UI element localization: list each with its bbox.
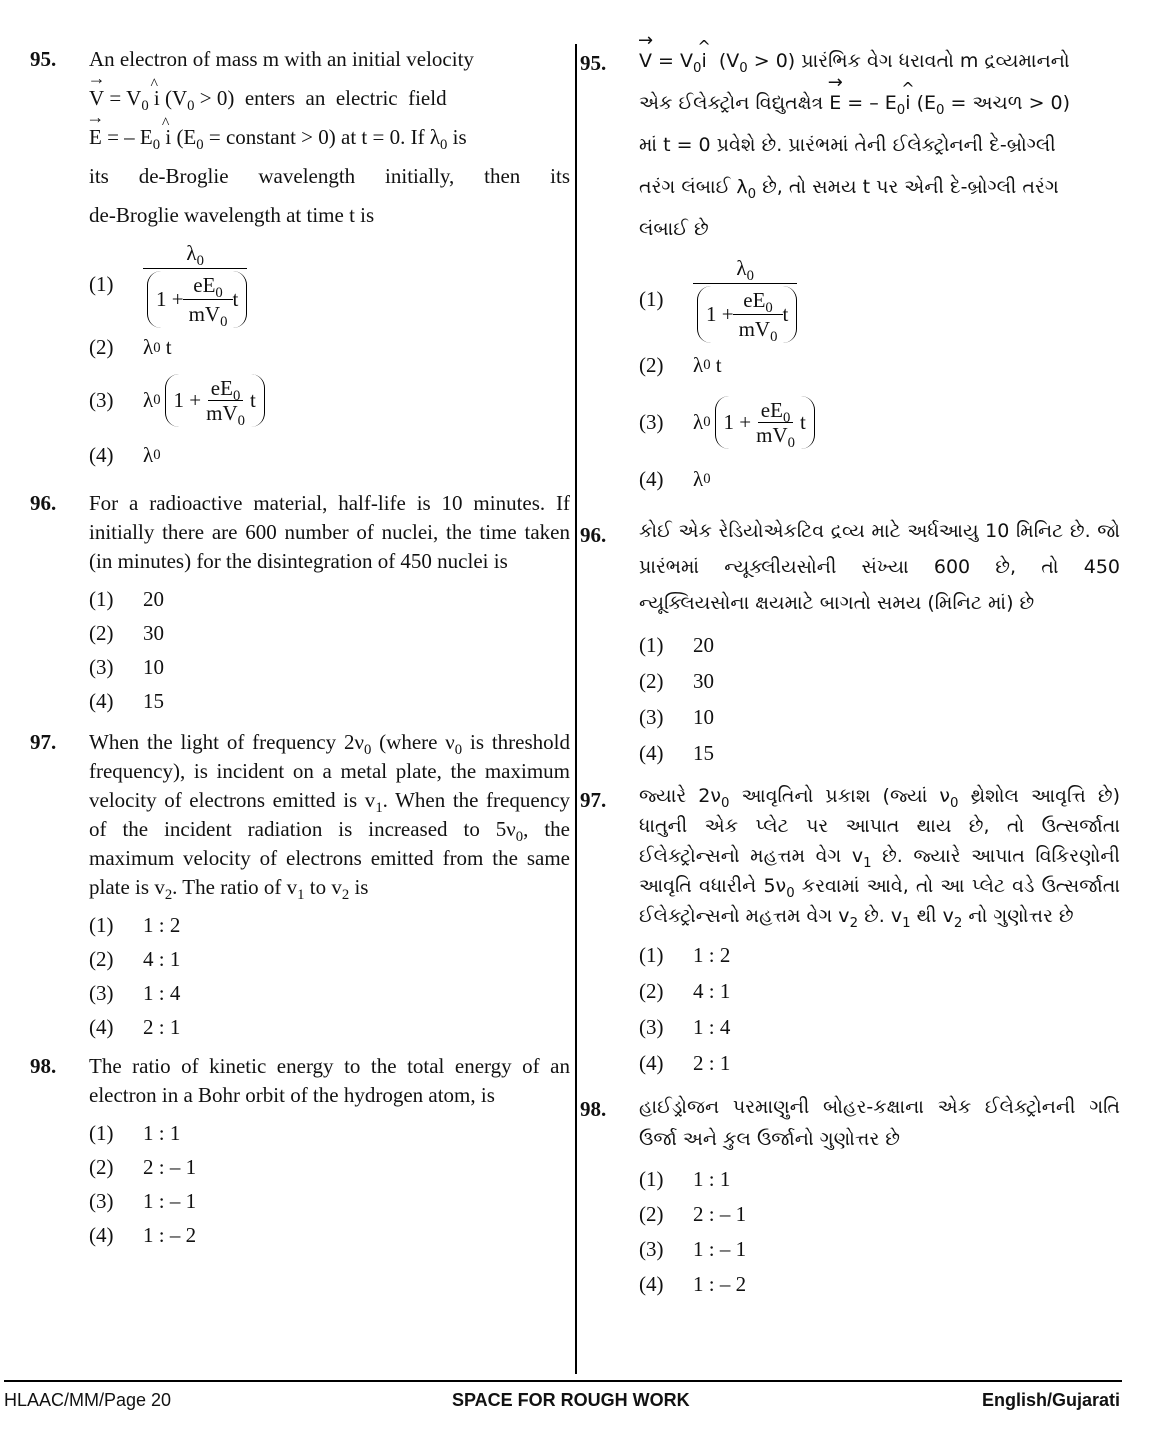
- question-number: 95.: [30, 47, 57, 71]
- inner-denominator: [186, 300, 231, 331]
- stem-text: When the light of frequency 2ν: [89, 730, 364, 755]
- option-number: (2): [639, 979, 664, 1004]
- option-1[interactable]: [639, 937, 1120, 973]
- question-stem: For a radioactive material, half-life is 10 minutes. If initially there are 600 number of nuclei, the time taken (in minutes) for the disintegration of 450 nuclei is: [89, 491, 570, 574]
- question-98-gu: [580, 1091, 1120, 1301]
- subscript: 0: [454, 742, 463, 759]
- option-number: (4): [89, 1222, 114, 1247]
- option-number: (2): [639, 352, 664, 377]
- option-4[interactable]: [89, 1010, 570, 1044]
- fraction-numerator: [693, 256, 797, 284]
- subscript: 1: [902, 916, 911, 932]
- option-value: 1 : – 2: [693, 1271, 747, 1296]
- text: t: [782, 302, 789, 327]
- option-4[interactable]: [639, 1045, 1120, 1081]
- fraction-denominator: [143, 269, 247, 331]
- option-3[interactable]: [639, 699, 1120, 735]
- option-1[interactable]: [89, 1116, 570, 1150]
- stem-text: તરંગ લંબાઈ λ: [639, 176, 748, 198]
- subscript: 0: [237, 413, 245, 430]
- stem-text: . When the frequency of the incident radiation is increased to 5ν: [89, 788, 571, 842]
- subscript: 0: [215, 285, 223, 302]
- option-number: (4): [639, 1271, 664, 1296]
- option-1[interactable]: [89, 241, 570, 331]
- subscript: 1: [375, 800, 383, 817]
- text: mV: [188, 302, 221, 327]
- text: t: [160, 335, 172, 360]
- stem-line: લંબાઈ છે: [639, 218, 709, 240]
- text: t: [799, 409, 806, 434]
- option-3[interactable]: [89, 976, 570, 1010]
- stem-line: [639, 82, 1120, 124]
- option-value: 2 : 1: [143, 1014, 181, 1039]
- text: 1 +: [156, 287, 184, 312]
- unit-vector: ^ i: [905, 82, 910, 124]
- inner-numerator: [208, 375, 244, 405]
- stem-text: to v: [304, 875, 342, 900]
- gujarati-column: [580, 40, 1120, 1305]
- option-value: 1 : – 1: [693, 1236, 747, 1261]
- inner-denominator: [753, 422, 798, 452]
- option-value: 20: [143, 586, 164, 611]
- subscript: 0: [363, 742, 372, 759]
- stem-text: નો ગુણોત્તર છે: [962, 905, 1074, 928]
- question-number: 95.: [580, 51, 607, 75]
- lambda: λ: [736, 256, 747, 280]
- option-value: 10: [143, 654, 164, 679]
- page-code: HLAAC/MM/Page 20: [4, 1390, 172, 1410]
- option-value: 1 : 2: [143, 912, 181, 937]
- text: mV: [756, 422, 788, 447]
- subscript: 0: [782, 410, 791, 427]
- question-96-en: [30, 489, 570, 718]
- subscript: 0: [770, 329, 778, 346]
- column-divider: [575, 44, 577, 1374]
- text: 1 +: [706, 302, 734, 327]
- subscript: 0: [765, 300, 773, 317]
- field-vector: → E: [89, 118, 102, 157]
- option-2[interactable]: [89, 616, 570, 650]
- subscript: 1: [863, 856, 872, 872]
- inner-denominator: [203, 400, 248, 430]
- option-value: λ 0 t: [143, 328, 172, 367]
- option-number: (3): [639, 705, 664, 730]
- stem-text: થી v: [910, 905, 954, 928]
- option-fraction: [693, 256, 797, 346]
- lambda: λ: [143, 387, 154, 412]
- text: eE: [743, 288, 766, 313]
- option-number: (3): [89, 654, 114, 679]
- subscript: 0: [721, 796, 730, 812]
- text: eE: [210, 375, 233, 400]
- option-value: 1 : 2: [693, 943, 731, 968]
- option-value: λ 0 t: [693, 346, 722, 385]
- text: 1 +: [173, 387, 202, 412]
- option-value: 1 : 1: [693, 1166, 731, 1191]
- stem-line: [639, 166, 1120, 208]
- option-value: 20: [693, 633, 714, 658]
- option-3[interactable]: [89, 1184, 570, 1218]
- options: [89, 908, 570, 1044]
- stem-text: જ્યારે 2ν: [639, 785, 721, 808]
- option-fraction: [143, 241, 247, 331]
- option-value: 30: [693, 669, 714, 694]
- question-stem: [639, 781, 1120, 931]
- subscript: 0: [220, 314, 228, 331]
- question-stem: કોઈ એક રેડિયોએકટિવ દ્રવ્ય માટે અર્ધઆયુ 10 મિનિટ છે. જો પ્રારંભમાં ન્યૂક્લીયસોની સંખ્યા 600 છે, તો 450 ન્યૂક્લિયસોના ક્ષયમાટે બાગતો સમય (મિનિટ માં) છે: [639, 520, 1120, 615]
- option-value: 1 : – 1: [143, 1188, 197, 1213]
- options: [639, 937, 1120, 1081]
- option-3[interactable]: [639, 1231, 1120, 1266]
- unit-vector: ^ i: [160, 118, 171, 157]
- option-number: (4): [639, 1051, 664, 1076]
- option-value: λ 0: [143, 436, 161, 475]
- option-number: (3): [639, 1236, 664, 1261]
- option-4[interactable]: [89, 684, 570, 718]
- stem-line: [89, 118, 570, 157]
- stem-text: એક ઈલેક્ટ્રોન વિદ્યુતક્ષેત્ર: [639, 92, 830, 114]
- option-number: (3): [89, 1188, 114, 1213]
- option-value: 1 : 1: [143, 1120, 181, 1145]
- option-1[interactable]: [639, 1161, 1120, 1196]
- stem-text: છે. જ્યારે આપાત વિકિરણોની આવૃતિ વધારીને 5ν: [639, 845, 1120, 898]
- lambda: λ: [693, 466, 704, 491]
- subscript: 0: [747, 186, 757, 202]
- question-stem: [639, 40, 1120, 250]
- parenthesis: [165, 374, 265, 430]
- option-2[interactable]: [89, 942, 570, 976]
- option-number: (4): [639, 741, 664, 766]
- option-number: (1): [89, 586, 114, 611]
- inner-denominator: [736, 315, 781, 346]
- option-number: (3): [89, 387, 114, 412]
- options: [639, 1161, 1120, 1301]
- unit-vector: ^ i: [701, 40, 706, 82]
- options: [89, 582, 570, 718]
- option-number: (1): [639, 943, 664, 968]
- inner-numerator: [758, 397, 794, 427]
- stem-text: > 0) પ્રારંભિક વેગ ધરાવતો m દ્રવ્યમાનનો: [747, 50, 1070, 72]
- lambda: λ: [143, 335, 154, 360]
- option-number: (2): [639, 1201, 664, 1226]
- velocity-vector: → V: [639, 40, 652, 82]
- subscript: 0: [786, 886, 795, 902]
- text: eE: [760, 397, 783, 422]
- option-2[interactable]: [639, 663, 1120, 699]
- option-value: 15: [693, 741, 714, 766]
- subscript: 2: [953, 916, 963, 932]
- inner-fraction: [186, 273, 231, 331]
- option-number: (3): [639, 1015, 664, 1040]
- question-95-en: [30, 40, 570, 477]
- option-number: (1): [89, 1120, 114, 1145]
- option-2[interactable]: [89, 1150, 570, 1184]
- option-number: (1): [89, 272, 114, 297]
- subscript: 0: [787, 435, 795, 452]
- stem-text: > 0) enters an electric field: [194, 86, 447, 110]
- fraction-numerator: [143, 241, 247, 269]
- stem-text: (E: [910, 92, 937, 114]
- velocity-vector: → V: [89, 79, 104, 118]
- option-3[interactable]: [639, 1009, 1120, 1045]
- subscript: 0: [515, 829, 524, 846]
- lambda: λ: [186, 241, 197, 265]
- option-number: (2): [89, 1154, 114, 1179]
- question-98-en: [30, 1052, 570, 1252]
- question-97-en: [30, 728, 570, 1044]
- stem-text: = V: [104, 86, 142, 110]
- option-number: (4): [639, 466, 664, 491]
- fraction-denominator: [693, 284, 797, 346]
- subscript: 2: [341, 887, 350, 904]
- text: mV: [738, 317, 771, 342]
- option-1[interactable]: [639, 627, 1120, 663]
- option-value: λ 0 1 + $\frac{eE_0}{mV_0}$ t: [693, 396, 815, 449]
- subscript: 0: [141, 98, 149, 115]
- subscript: 0: [196, 253, 204, 270]
- stem-text: is: [447, 125, 467, 149]
- stem-text: છે, તો સમય t પર એની દે-બ્રોગ્લી તરંગ: [756, 176, 1059, 198]
- option-value: 1 : – 2: [143, 1222, 197, 1247]
- lambda: λ: [693, 409, 704, 434]
- option-number: (3): [639, 409, 664, 434]
- field-vector: → E: [829, 82, 841, 124]
- text: t: [249, 387, 256, 412]
- inner-fraction: [753, 397, 798, 452]
- question-stem: [89, 40, 570, 235]
- option-value: 10: [693, 705, 714, 730]
- inner-numerator: [183, 273, 234, 300]
- stem-text: કરવામાં આવે, તો આ પ્લેટ વડે ઉત્સર્જાતા ઈલેક્ટ્રોન્સનો મહત્તમ વેગ v: [639, 875, 1121, 928]
- stem-line: its de-Broglie wavelength initially, then its: [89, 164, 570, 188]
- stem-line: માં t = 0 પ્રવેશે છે. પ્રારંભમાં તેની ઈલેક્ટ્રોનની દે-બ્રોગ્લી: [639, 134, 1056, 156]
- option-number: (2): [89, 620, 114, 645]
- option-number: (2): [639, 669, 664, 694]
- lambda: λ: [143, 442, 154, 467]
- question-96-gu: [580, 513, 1120, 771]
- option-1[interactable]: [89, 582, 570, 616]
- question-stem: [89, 728, 570, 902]
- stem-text: . The ratio of v: [172, 875, 298, 900]
- english-column: [30, 40, 570, 1256]
- subscript: 0: [950, 796, 959, 812]
- option-value: 2 : – 1: [143, 1154, 197, 1179]
- text: t: [232, 287, 239, 312]
- question-97-gu: [580, 781, 1120, 1081]
- inner-fraction: [203, 375, 248, 430]
- question-number: 98.: [580, 1097, 607, 1122]
- stem-text: = V: [652, 50, 693, 72]
- option-4[interactable]: [639, 735, 1120, 771]
- option-value: 30: [143, 620, 164, 645]
- stem-text: is threshold frequency), is incident on a metal plate, the maximum velocity of electrons emitted is v: [89, 730, 570, 813]
- question-stem: હાઈડ્રોજન પરમાણુની બોહર-કક્ષાના એક ઈલેક્ટ્રોનની ગતિ ઉર્જા અને કુલ ઉર્જાનો ગુણોત્તર છે: [639, 1096, 1120, 1151]
- stem-line: An electron of mass m with an initial velocity: [89, 47, 474, 71]
- stem-text: (V: [159, 86, 188, 110]
- option-2[interactable]: [89, 328, 570, 367]
- option-value: 15: [143, 688, 164, 713]
- stem-line: [639, 40, 1120, 82]
- subscript: 0: [896, 102, 906, 118]
- options: [89, 241, 570, 477]
- subscript: 0: [152, 137, 161, 154]
- option-value: 4 : 1: [693, 979, 731, 1004]
- options: [639, 256, 1120, 501]
- option-number: (4): [89, 688, 114, 713]
- subscript: 0: [232, 388, 241, 405]
- stem-text: = constant > 0) at t = 0. If λ: [203, 125, 441, 149]
- stem-text: થ્રેશોલ આવૃત્તિ છે) ધાતુની એક પ્લેટ પર આપાત થાય છે, તો ઉત્સર્જાતા ઈલેક્ટ્રોન્સનો મહત્તમ વેગ v: [639, 785, 1120, 868]
- subscript: 2: [849, 916, 859, 932]
- options: [639, 627, 1120, 771]
- stem-text: = – E: [841, 92, 897, 114]
- stem-text: = અચળ > 0): [944, 92, 1071, 114]
- question-number: 97.: [30, 730, 57, 755]
- option-1[interactable]: [639, 256, 1120, 346]
- parenthesis: [697, 286, 797, 346]
- footer-rule: [4, 1380, 1122, 1382]
- option-value: 1 : 4: [693, 1015, 731, 1040]
- option-4[interactable]: [639, 1266, 1120, 1301]
- subscript: 0: [440, 137, 448, 154]
- option-number: (2): [89, 946, 114, 971]
- option-number: (2): [89, 335, 114, 360]
- page-footer: [0, 1390, 1152, 1416]
- option-3[interactable]: [89, 650, 570, 684]
- parenthesis: [715, 396, 815, 452]
- subscript: 1: [297, 887, 305, 904]
- option-value: 1 : 4: [143, 980, 181, 1005]
- option-number: (4): [89, 442, 114, 467]
- stem-text: (E: [171, 125, 197, 149]
- text: t: [710, 352, 722, 377]
- option-number: (4): [89, 1014, 114, 1039]
- lambda: λ: [693, 352, 704, 377]
- option-3[interactable]: [89, 367, 570, 433]
- option-3[interactable]: [639, 387, 1120, 457]
- subscript: 0: [187, 98, 195, 115]
- subscript: 0: [196, 137, 204, 154]
- option-value: 4 : 1: [143, 946, 181, 971]
- option-4[interactable]: [89, 1218, 570, 1252]
- stem-text: (where ν: [371, 730, 455, 755]
- option-1[interactable]: [89, 908, 570, 942]
- question-stem: The ratio of kinetic energy to the total energy of an electron in a Bohr orbit of the hydrogen atom, is: [89, 1054, 570, 1108]
- option-4[interactable]: [89, 433, 570, 477]
- text: mV: [206, 400, 238, 425]
- text: 1 +: [723, 409, 752, 434]
- parenthesis: [147, 271, 247, 331]
- stem-text: = – E: [101, 125, 153, 149]
- option-value: λ 0: [693, 460, 711, 499]
- inner-fraction: [736, 288, 781, 346]
- option-2[interactable]: [639, 973, 1120, 1009]
- rough-work-label: SPACE FOR ROUGH WORK: [452, 1390, 690, 1410]
- question-95-gu: [580, 40, 1120, 501]
- option-2[interactable]: [639, 343, 1120, 387]
- subscript: 2: [164, 887, 173, 904]
- stem-text: છે. v: [858, 905, 903, 928]
- option-number: (1): [89, 912, 114, 937]
- unit-vector: ^ i: [149, 79, 160, 118]
- option-value: 2 : 1: [693, 1051, 731, 1076]
- question-number: 96.: [580, 523, 607, 548]
- stem-text: , the maximum velocity of electrons emitted from the same plate is v: [89, 817, 570, 900]
- option-number: (1): [639, 1166, 664, 1191]
- subscript: 0: [746, 268, 754, 285]
- stem-line: de-Broglie wavelength at time t is: [89, 203, 375, 227]
- subscript: 0: [693, 60, 702, 76]
- stem-text: (V: [706, 50, 740, 72]
- option-4[interactable]: [639, 457, 1120, 501]
- stem-text: is: [349, 875, 369, 900]
- language-label: English/Gujarati: [981, 1390, 1120, 1410]
- inner-numerator: [733, 288, 784, 315]
- subscript: 0: [936, 102, 945, 118]
- question-number: 96.: [30, 491, 57, 516]
- option-number: (1): [639, 287, 664, 312]
- option-value: λ 0 1 + $\frac{eE_0}{mV_0}$ t: [143, 374, 265, 427]
- option-number: (3): [89, 980, 114, 1005]
- options: [89, 1116, 570, 1252]
- question-number: 97.: [580, 788, 607, 813]
- subscript: 0: [739, 60, 748, 76]
- stem-text: આવૃતિનો પ્રકાશ (જ્યાં ν: [729, 785, 951, 808]
- option-value: 2 : – 1: [693, 1201, 747, 1226]
- option-number: (1): [639, 633, 664, 658]
- question-number: 98.: [30, 1054, 57, 1079]
- option-2[interactable]: [639, 1196, 1120, 1231]
- text: eE: [193, 273, 216, 298]
